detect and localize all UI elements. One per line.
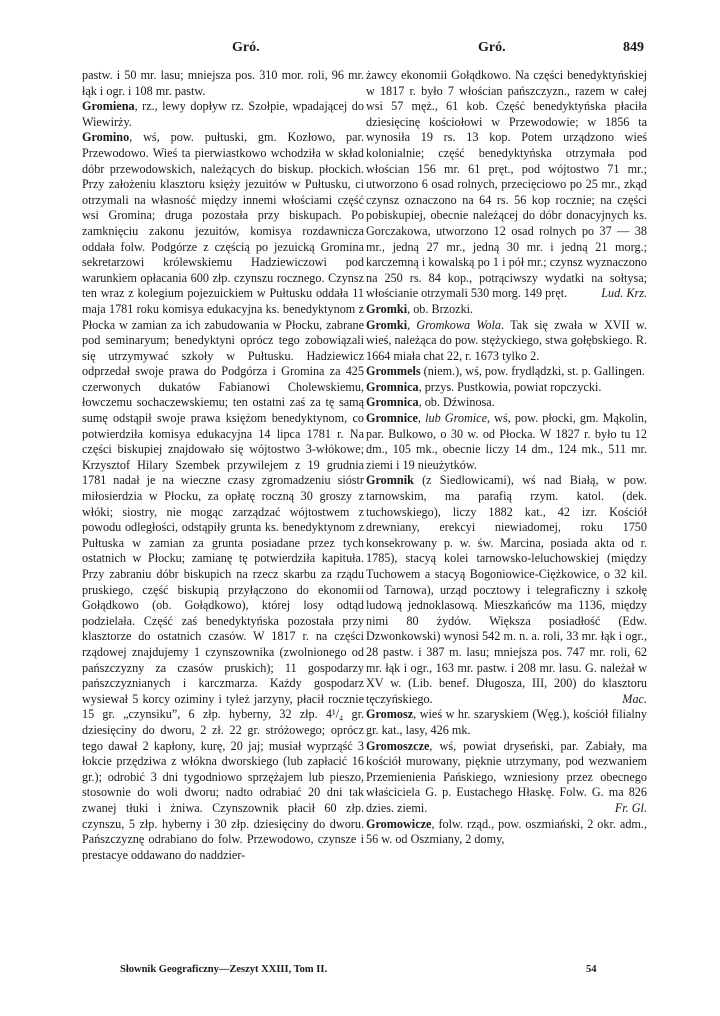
dictionary-entry (366, 739, 647, 817)
entry-text: , przys. Pustkowia, powiat ropczycki. (418, 379, 602, 394)
dictionary-entry (82, 68, 364, 99)
running-head-center: Gró. (478, 40, 506, 55)
entry-headword: Gromki (366, 301, 408, 316)
entry-text: pastw. i 50 mr. lasu; mniejsza pos. 310 mor. roli, 96 mr. łąk i ogr. i 108 mr. pastw. (82, 68, 364, 98)
entry-headword: Gromoszcze (366, 738, 430, 753)
dictionary-entry (82, 99, 364, 130)
entry-headword: Gromnica (366, 395, 419, 410)
footer-sheet-number: 54 (586, 964, 597, 975)
author-signature: Fr. Gl. (614, 800, 647, 815)
entry-text: , folw. rząd., pow. oszmiański, 2 okr. adm., 56 w. od Oszmiany, 2 domy, (366, 816, 647, 847)
entry-headword: Gromiena (82, 99, 135, 114)
entry-headword: Gromki (366, 317, 408, 332)
left-column (82, 68, 364, 863)
dictionary-entry (366, 318, 647, 365)
running-head-left: Gró. (232, 40, 260, 55)
dictionary-entry (366, 302, 647, 318)
entry-headword: Gromnik (366, 473, 414, 488)
entry-text: , wś, pow. płocki, gm. Mąkolin, par. Bulkowo, o 30 w. od Płocka. W 1827 r. było tu 12 dm., 105 mk., obecnie liczy 14 dm., 124 mk., 511 mr. ziemi i 19 nieużytków. (366, 411, 648, 472)
entry-headword: Gromosz (366, 707, 414, 722)
entry-text: , wś, pow. pułtuski, gm. Kozłowo, par. Przewodowo. Wieś ta pierwiastkowo wchodziła w skład dóbr przewodowskich, należących do biskup. płockich. Przy założeniu klasztoru księży jezuitów w Pułtusku, ci otrzymali na własność między innemi włościami część wsi Gromina; druga pozostała przy biskupach. Po zamknięciu zakonu jezuitów, komisya rozdawnicza oddała folw. Podgórze z częścią po jezuicką Gromina sekretarzowi królewskiemu Hadziewiczowi pod warunkiem opłacania 600 złp. czynszu rocznego. Czynsz ten wraz z kolegium pojezuickiem w Pułtusku oddała 11 maja 1781 roku komisya edukacyjna ks. benedyktynom z Płocka w zamian za ich zabudowania w Płocku, zabrane pod seminaryum; benedyktyni oprócz tego zobowiązali się utrzymywać szkoły w Pułtusku. Hadziewicz odprzedał swoje prawa do Podgórza i Gromina za 425 czerwonych dukatów Fabianowi Cholewskiemu, łowczemu sochaczewskiemu; ten ostatni zaś za tę samą sumę odstąpił swoje prawa księżom benedyktynom, co potwierdziła komisya edukacyjna 14 lipca 1781 r. Na części biskupiej znajdowało się wójtostwo 3-włókowe; Krzysztof Hilary Szembek przywilejem z 19 grudnia 1781 nadał je na wieczne czasy zgromadzeniu sióstr miłosierdzia w Płocku, za opłatę roczną 30 groszy z włóki; siostry, nie mogąc zarządzać wójtostwem z powodu odległości, odstąpiły grunta ks. benedyktynom z Pułtuska w zamian za grunta posiadane przez tych ostatnich w Płocku; zamianę tę potwierdziła kapituła. Przy zabraniu dóbr biskupich na rzecz skarbu za rządu pruskiego, część biskupią przyłączono do ekonomii Gołądkowo (ob. Gołądkowo), której losy odtąd podzielała. Część zaś benedyktyńska pozostała przy klasztorze do ostatnich czasów. W 1817 r. na części rządowej znajdujemy 1 czynszownika (zwolnionego od pańszczyzny za czasów pruskich); 11 gospodarzy pańszczyznianych i karczmarza. Każdy gospodarz wysiewał 5 korcy oziminy i tyleż jarzyny, płacił rocznie 15 gr. „czynsiku”, 6 złp. hyberny, 32 złp. 4¹/₄ gr. dziesięciny do dworu, 2 zł. 22 gr. stróżowego; oprócz tego dawał 2 kapłony, kurę, 20 jaj; musiał wyprząść 3 łokcie przędziwa z włókna dworskiego (lub zapłacić 16 gr.); odrobić 3 dni tygodniowo sprzężajem lub pieszo, stosownie do woli dworu; nadto odrabiać 20 dni tak zwanej tłuki i żniwa. Czynszownik płacił 60 złp. czynszu, 5 złp. hyberny i 30 złp. dziesięciny do dworu. Pańszczyznę odrabiano do folw. Przewodowo, czynsze i prestacye oddawano do naddzier- (82, 130, 364, 862)
author-signature: Lud. Krz. (601, 286, 647, 301)
entry-text: , ob. Brzozki. (407, 301, 474, 316)
entry-text: , ob. Dźwinosa. (418, 395, 495, 410)
entry-headword: Gromino (82, 130, 130, 145)
dictionary-entry (366, 707, 647, 738)
dictionary-entry (366, 380, 647, 396)
author-signature: Mac. (622, 691, 647, 706)
dictionary-entry (366, 395, 647, 411)
dictionary-entry (366, 411, 647, 473)
dictionary-entry (366, 68, 647, 302)
dictionary-entry (366, 364, 647, 380)
dictionary-entry (366, 817, 647, 848)
footer-title: Słownik Geograficzny—Zeszyt XXIII, Tom II. (120, 964, 328, 975)
entry-text: (niem.), wś, pow. frydlądzki, st. p. Gallingen. (420, 364, 645, 379)
right-column (366, 68, 647, 848)
entry-text: (z Siedlowicami), wś nad Białą, w pow. tarnowskim, ma parafią rzym. katol. (dek. tuchowskiego), liczy 1882 kat., 42 izr. Kościół drewniany, erekcyi niewiadomej, roku 1750 konsekrowany p. w. św. Marcina, posiada akta od r. 1785), stacyą kolei tarnowsko-leluchowskiej (między Tuchowem a stacyą Bogoniowice-Ciężkowice, o 32 kil. od Tarnowa), urząd pocztowy i telegraficzny i szkołę ludową jednoklasową. Mieszkańców ma 1136, między nimi 80 żydów. Większa posiadłość (Edw. Dzwonkowski) wynosi 542 m. n. a. roli, 33 mr. łąk i ogr., 28 pastw. i 387 m. lasu; mniejsza pos. 747 mr. roli, 62 mr. łąk i ogr., 163 mr. pastw. i 208 mr. lasu. G. należał w XV w. (Lib. benef. Długosza, III, 200) do klasztoru tęczyńskiego. (366, 473, 647, 706)
entry-headword: Gromnica (366, 379, 419, 394)
entry-headword: Gromowicze (366, 816, 432, 831)
entry-text: . Tak się zwała w XVII w. wieś, należąca do pow. stężyckiego, stwa gołębskiego. R. 1664 miała chat 22, r. 1673 tylko 2. (366, 317, 647, 363)
entry-text: żawcy ekonomii Gołądkowo. Na części benedyktyńskiej w 1817 r. było 7 włościan pańszczyzn., razem w całej wsi 57 męż., 61 kob. Część benedyktyńska płaciła dziesięcinę kościołowi w Przewodowie; w 1856 ta wynosiła 19 rs. 13 kop. Potem urządzono wieś kolonialnie; część benedyktyńska otrzymała pod włościan 156 mr. 61 pręt., pod wójtostwo 71 mr.; utworzono 6 osad rolnych, przecięciowo po 25 mr., zkąd czynsz oznaczono na 64 rs. 56 kop rocznie; na części pobiskupiej, obecnie należącej do dóbr donacyjnych ks. Gorczakowa, utworzono 12 osad rolnych po 37 — 38 mr., jedną 27 mr., jedną 30 mr. i jedną 21 morg.; karczemną i kowalską po 1 i pół mr.; czynsz wyznaczono na 250 rs. 84 kop., potrąciwszy wydatki na sołtysa; włościanie otrzymali 530 morg. 149 pręt. (366, 68, 647, 301)
entry-text: , wieś w hr. szaryskiem (Węg.), kościół filialny gr. kat., lasy, 426 mk. (366, 707, 647, 737)
entry-headword: Gromnice (366, 411, 418, 426)
entry-text: , wś, powiat dryseński, par. Zabiały, ma kościół murowany, pięknie utrzymany, pod wezwaniem Przemienienia Pańskiego, wzniesiony przez obecnego właściciela G. p. Eustachego Hłaskę. Folw. G. ma 826 dzies. ziemi. (366, 738, 647, 815)
dictionary-entry (366, 473, 647, 707)
dictionary-entry (82, 130, 364, 863)
entry-text: , rz., lewy dopływ rz. Szołpie, wpadającej do Wiewirży. (82, 99, 364, 129)
entry-variant: , lub Gromice (417, 411, 487, 426)
page-number: 849 (623, 40, 644, 55)
entry-variant: , Gromkowa Wola (407, 317, 501, 332)
entry-headword: Grommels (366, 364, 421, 379)
